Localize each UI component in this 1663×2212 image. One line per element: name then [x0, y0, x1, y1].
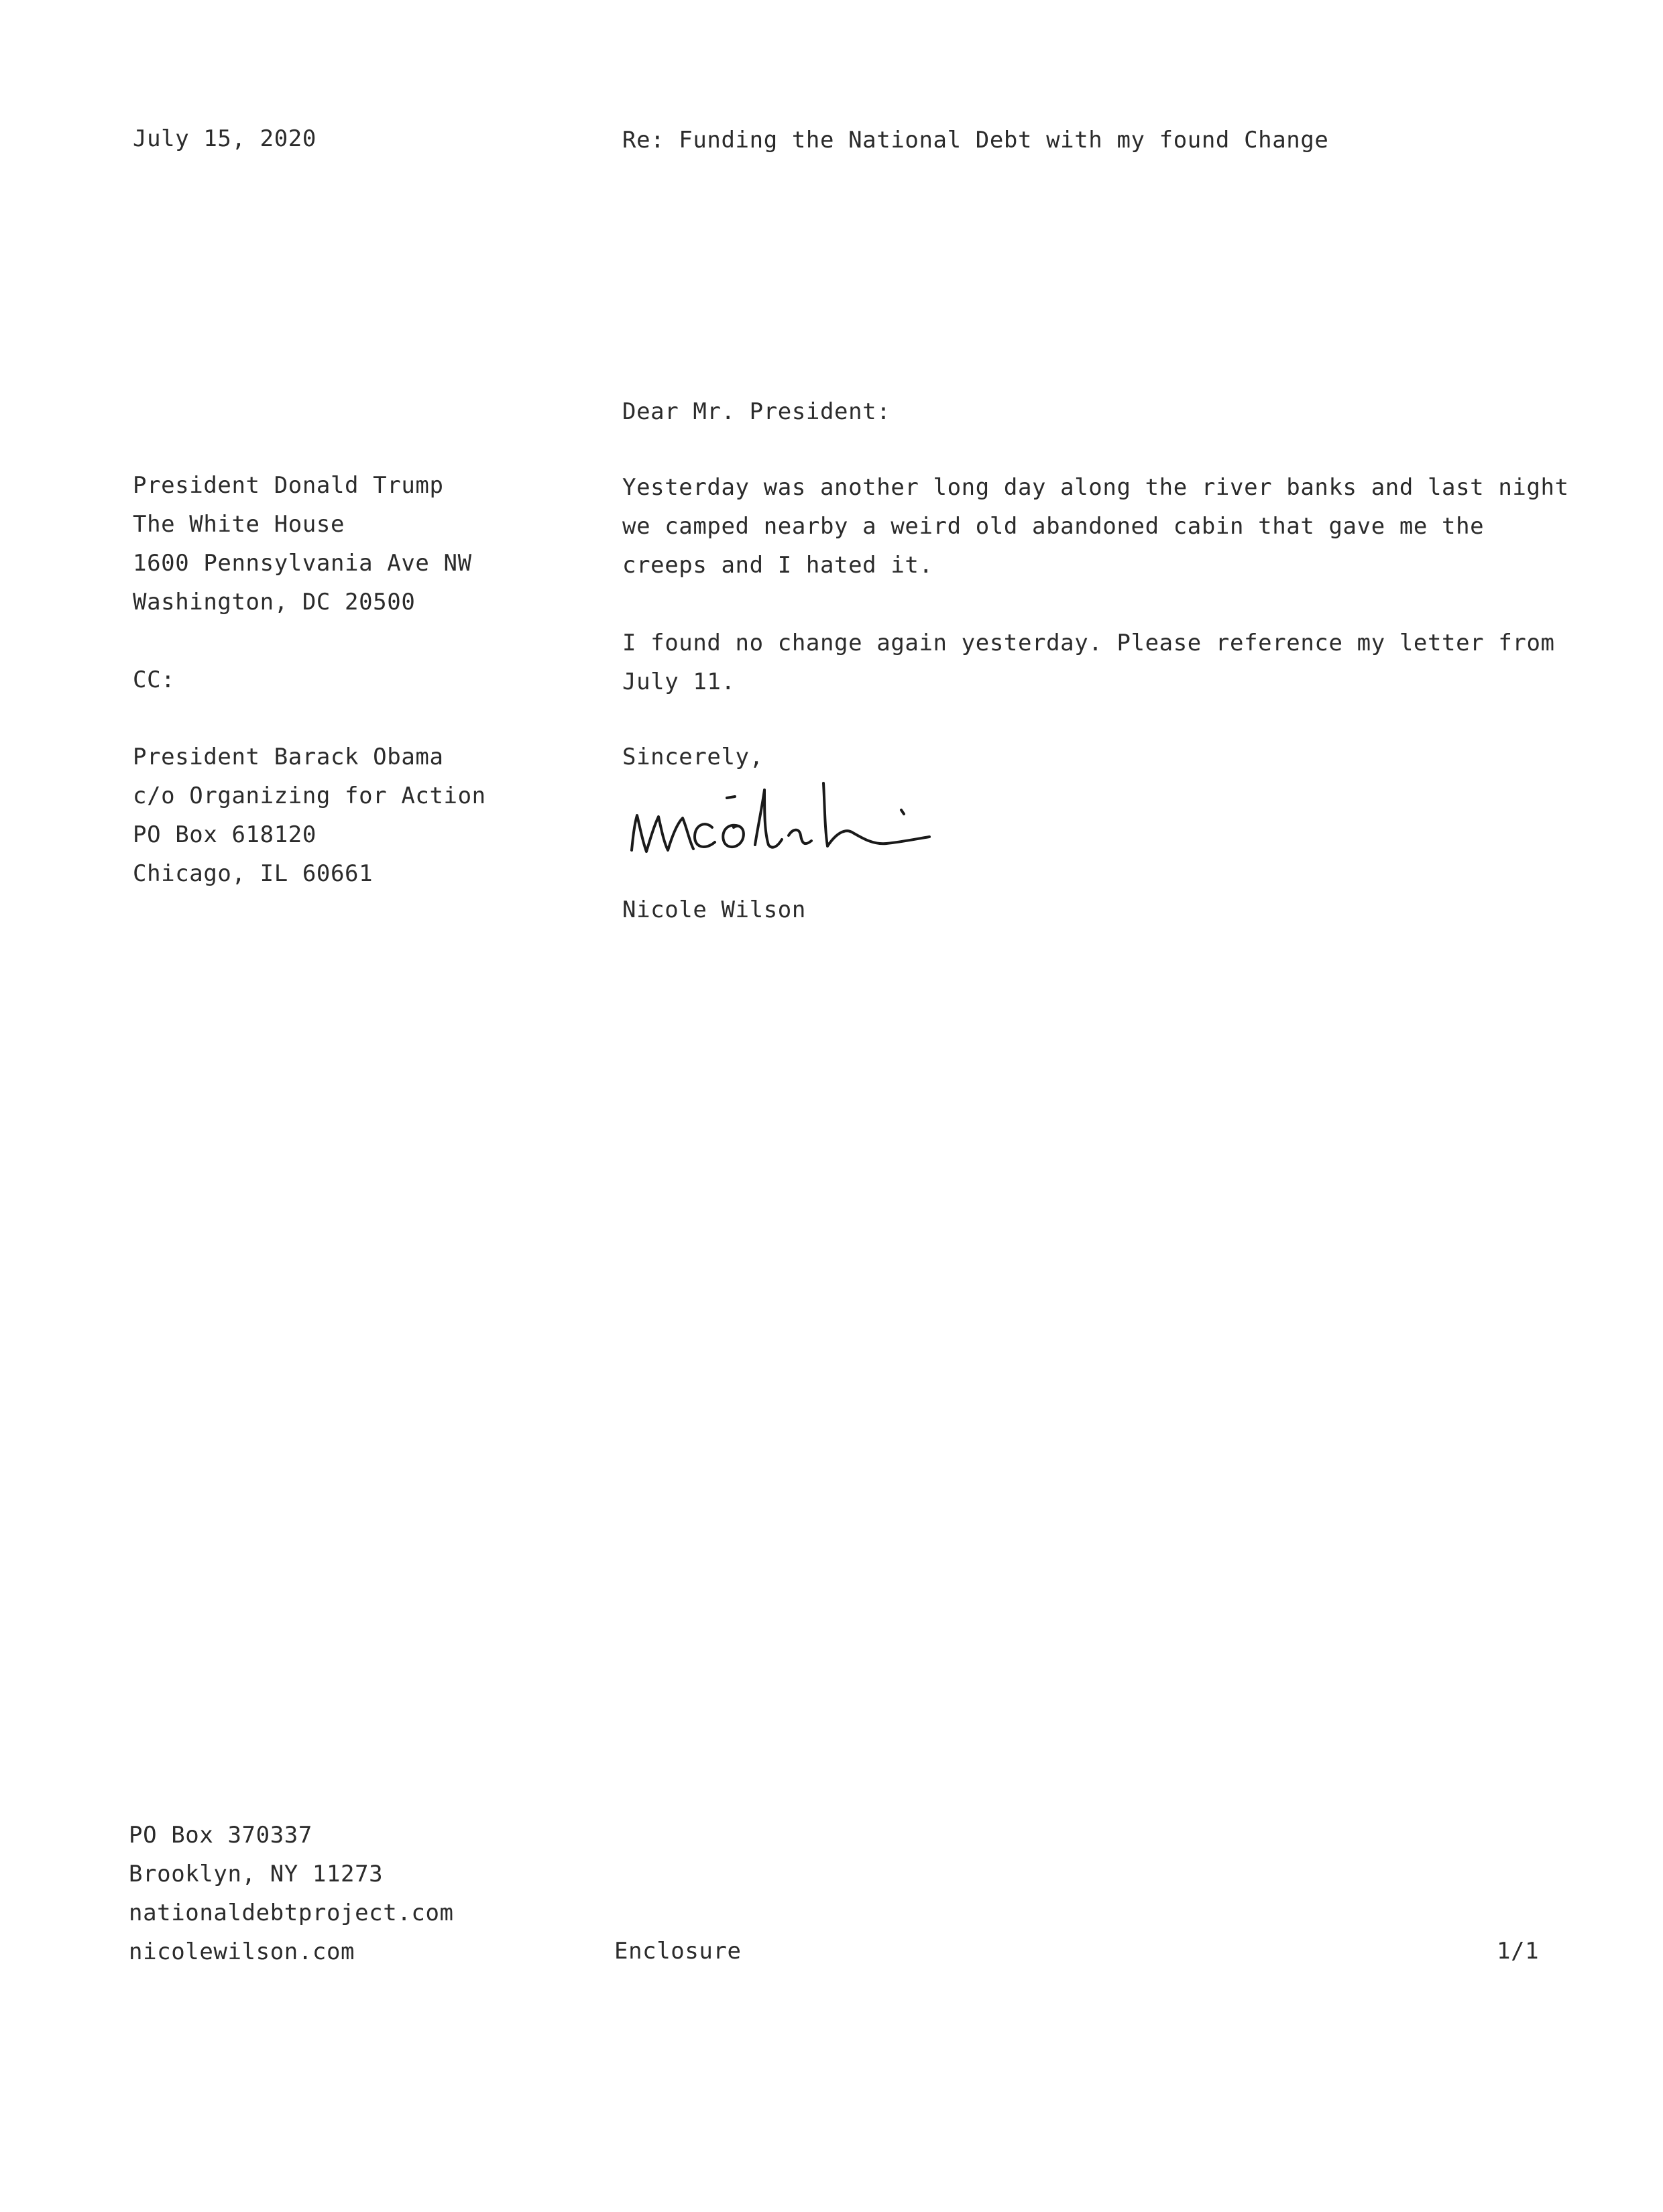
- sender-line: PO Box 370337: [129, 1822, 312, 1849]
- recipient-line: President Donald Trump: [133, 472, 444, 499]
- cc-address: [133, 738, 486, 893]
- cc-line: c/o Organizing for Action: [133, 782, 486, 809]
- handwritten-signature: [624, 771, 945, 872]
- page-number: 1/1: [1497, 1938, 1540, 1965]
- recipient-address: [133, 466, 472, 622]
- cc-label: CC:: [133, 666, 176, 693]
- closing: Sincerely,: [622, 744, 764, 770]
- body-line: I found no change again yesterday. Please reference my letter from: [622, 630, 1555, 656]
- recipient-line: The White House: [133, 511, 345, 538]
- body-line: Yesterday was another long day along the river banks and last night: [622, 474, 1569, 501]
- enclosure-note: Enclosure: [614, 1938, 742, 1965]
- sender-line: Brooklyn, NY 11273: [129, 1861, 384, 1887]
- salutation: Dear Mr. President:: [622, 398, 891, 425]
- cc-line: President Barack Obama: [133, 744, 444, 770]
- body-paragraph: [622, 624, 1555, 701]
- cc-line: PO Box 618120: [133, 821, 317, 848]
- body-line: we camped nearby a weird old abandoned cabin that gave me the: [622, 513, 1485, 540]
- recipient-line: 1600 Pennsylvania Ave NW: [133, 550, 472, 577]
- sender-website: nicolewilson.com: [129, 1938, 355, 1965]
- body-paragraph: [622, 468, 1569, 585]
- sender-address: [129, 1816, 454, 1971]
- letter-subject: Re: Funding the National Debt with my found Change: [622, 127, 1329, 154]
- sender-website: nationaldebtproject.com: [129, 1900, 454, 1926]
- recipient-line: Washington, DC 20500: [133, 589, 416, 616]
- letter-date: July 15, 2020: [133, 125, 317, 152]
- body-line: creeps and I hated it.: [622, 552, 933, 579]
- cc-line: Chicago, IL 60661: [133, 860, 374, 887]
- letter-body: [622, 468, 1569, 740]
- signer-name: Nicole Wilson: [622, 896, 806, 923]
- body-line: July 11.: [622, 668, 736, 695]
